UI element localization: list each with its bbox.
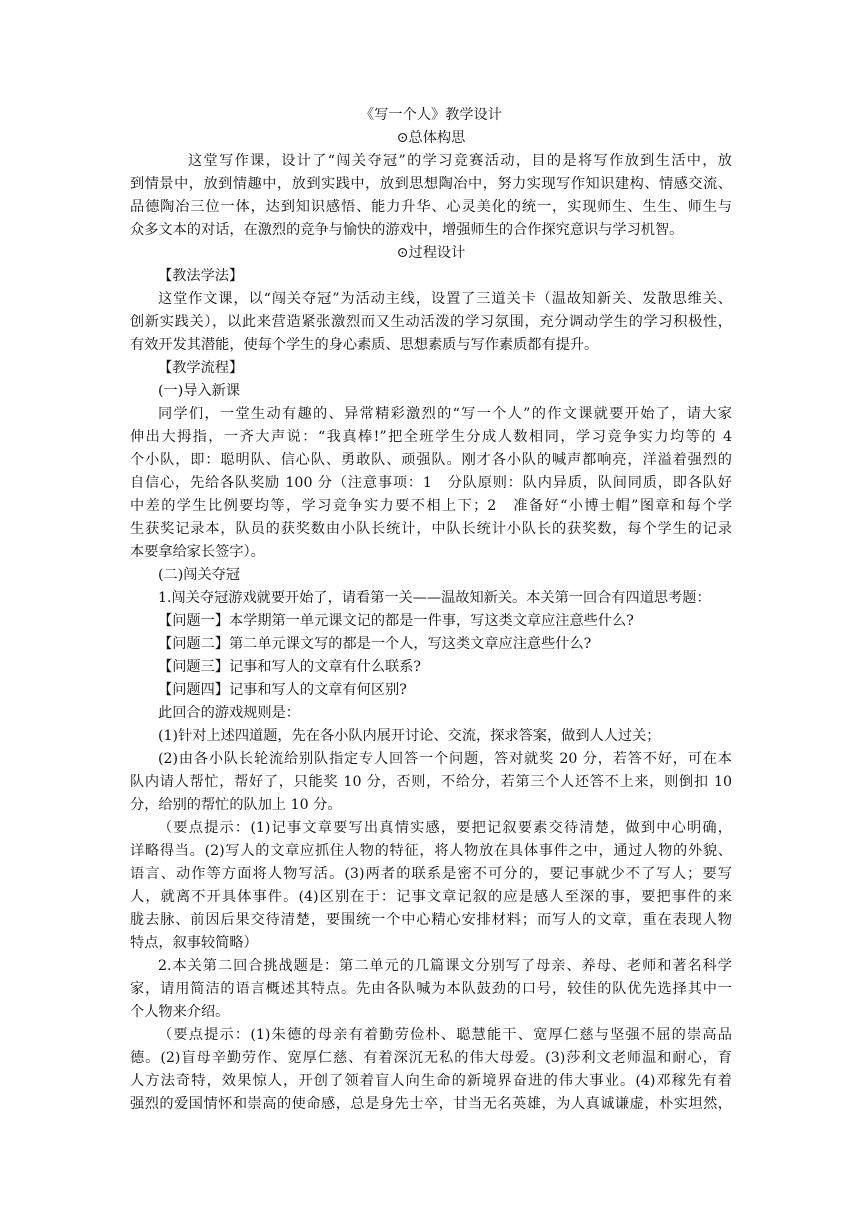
paragraph-line: （要点提示：(1)记事文章要写出真情实感，要把记叙要素交待清楚，做到中心明确， — [158, 820, 732, 836]
paragraph-line: 自信心，先给各队奖励 100 分（注意事项：1 分队原则：队内异质，队间同质，即各队好 — [130, 475, 732, 491]
paragraph-line: 中差的学生比例要均等，学习竞争实力要不相上下；2 准备好“小博士帽”图章和每个学 — [130, 498, 732, 514]
paragraph-line: 有效开发其潜能，使每个学生的身心素质、思想素质与写作素质都有提升。 — [130, 337, 599, 353]
paragraph-line: 详略得当。(2)写人的文章应抓住人物的特征，将人物放在具体事件之中，通过人物的外貌、 — [130, 843, 732, 859]
paragraph-line: 家，请用简洁的语言概述其特点。先由各队喊为本队鼓劲的口号，较佳的队优先选择其中一 — [130, 981, 732, 997]
paragraph-line: 人方法奇特，效果惊人，开创了领着盲人向生命的新境界奋进的伟大事业。(4)邓稼先有着 — [130, 1073, 732, 1089]
paragraph-line: 到情景中，放到情趣中，放到实践中，放到思想陶冶中，努力实现写作知识建构、情感交流、 — [130, 176, 732, 192]
rules-heading: 此回合的游戏规则是： — [158, 705, 300, 721]
paragraph-line: 本要拿给家长签字）。 — [130, 544, 265, 560]
question-2: 【问题二】第二单元课文写的都是一个人，写这类文章应注意些什么? — [158, 636, 592, 652]
paragraph-line: 胧去脉、前因后果交待清楚，要围统一个中心精心安排材料；而写人的文章，重在表现人物 — [130, 912, 732, 928]
paragraph-line: 品德陶冶三位一体，达到知识感悟、能力升华、心灵美化的统一，实现师生、生生、师生与 — [130, 199, 732, 215]
paragraph-line: 同学们，一堂生动有趣的、异常精彩激烈的“写一个人”的作文课就要开始了，请大家 — [158, 406, 732, 422]
heading-flow: 【教学流程】 — [158, 360, 244, 376]
paragraph-line: 德。(2)盲母辛勤劳作、宽厚仁慈、有着深沉无私的伟大母爱。(3)莎利文老师温和耐心，育 — [130, 1050, 732, 1066]
paragraph-line: 创新实践关），以此来营造紧张激烈而又生动活泼的学习氛围，充分调动学生的学习积极性， — [130, 314, 732, 330]
section-heading: (二)闯关夺冠 — [158, 567, 241, 583]
paragraph-line: 众多文本的对话，在激烈的竞争与愉快的游戏中，增强师生的合作探究意识与学习机智。 — [130, 222, 684, 238]
paragraph-line: 个人物来介绍。 — [130, 1004, 230, 1020]
paragraph-line: 这堂作文课，以“闯关夺冠”为活动主线，设置了三道关卡（温故知新关、发散思维关、 — [158, 291, 732, 307]
doc-title: 《写一个人》教学设计 — [360, 107, 502, 123]
heading-process: ⊙过程设计 — [396, 245, 466, 261]
section-heading: (一)导入新课 — [158, 383, 241, 399]
paragraph-line: 语言、动作等方面将人物写活。(3)两者的联系是密不可分的，要记事就少不了写人；要写 — [130, 866, 732, 882]
question-4: 【问题四】记事和写人的文章有何区别? — [158, 682, 407, 698]
question-3: 【问题三】记事和写人的文章有什么联系? — [158, 659, 421, 675]
paragraph-line: （要点提示：(1)朱德的母亲有着勤劳俭朴、聪慧能干、宽厚仁慈与坚强不屈的崇高品 — [158, 1027, 732, 1043]
paragraph-line: (2)由各小队长轮流给别队指定专人回答一个问题，答对就奖 20 分，若答不好，可在本 — [158, 751, 732, 767]
paragraph-line: 强烈的爱国情怀和崇高的使命感，总是身先士卒，甘当无名英雄，为人真诚谦虚，朴实坦然， — [130, 1096, 732, 1112]
document-page — [130, 104, 732, 1116]
heading-method: 【教法学法】 — [158, 268, 244, 284]
paragraph-line: 生获奖记录本，队员的获奖数由小队长统计，中队长统计小队长的获奖数，每个学生的记录 — [130, 521, 732, 537]
paragraph-line: 这堂写作课，设计了“闯关夺冠”的学习竞赛活动，目的是将写作放到生活中，放 — [188, 153, 732, 169]
heading-overall: ⊙总体构思 — [396, 130, 466, 146]
paragraph-line: 2.本关第二回合挑战题是：第二单元的几篇课文分别写了母亲、养母、老师和著名科学 — [158, 958, 732, 974]
paragraph-line: 伸出大拇指，一齐大声说：“我真棒!”把全班学生分成人数相同，学习竞争实力均等的 4 — [130, 429, 732, 445]
rule-1: (1)针对上述四道题，先在各小队内展开讨论、交流，探求答案，做到人人过关； — [158, 728, 661, 744]
paragraph-line: 个小队，即：聪明队、信心队、勇敢队、顽强队。刚才各小队的喊声都响亮，洋溢着强烈的 — [130, 452, 732, 468]
paragraph-line: 人，就离不开具体事件。(4)区别在于：记事文章记叙的应是感人至深的事，要把事件的来 — [130, 889, 732, 905]
paragraph-line: 队内请人帮忙，帮好了，只能奖 10 分，否则，不给分，若第三个人还答不上来，则倒扣 10 — [130, 774, 732, 790]
paragraph-line: 特点，叙事较简略） — [130, 935, 258, 951]
question-1: 【问题一】本学期第一单元课文记的都是一件事，写这类文章应注意些什么? — [158, 613, 634, 629]
paragraph-line: 1.闯关夺冠游戏就要开始了，请看第一关——温故知新关。本关第一回合有四道思考题： — [158, 590, 711, 606]
paragraph-line: 分，给别的帮忙的队加上 10 分。 — [130, 797, 342, 813]
